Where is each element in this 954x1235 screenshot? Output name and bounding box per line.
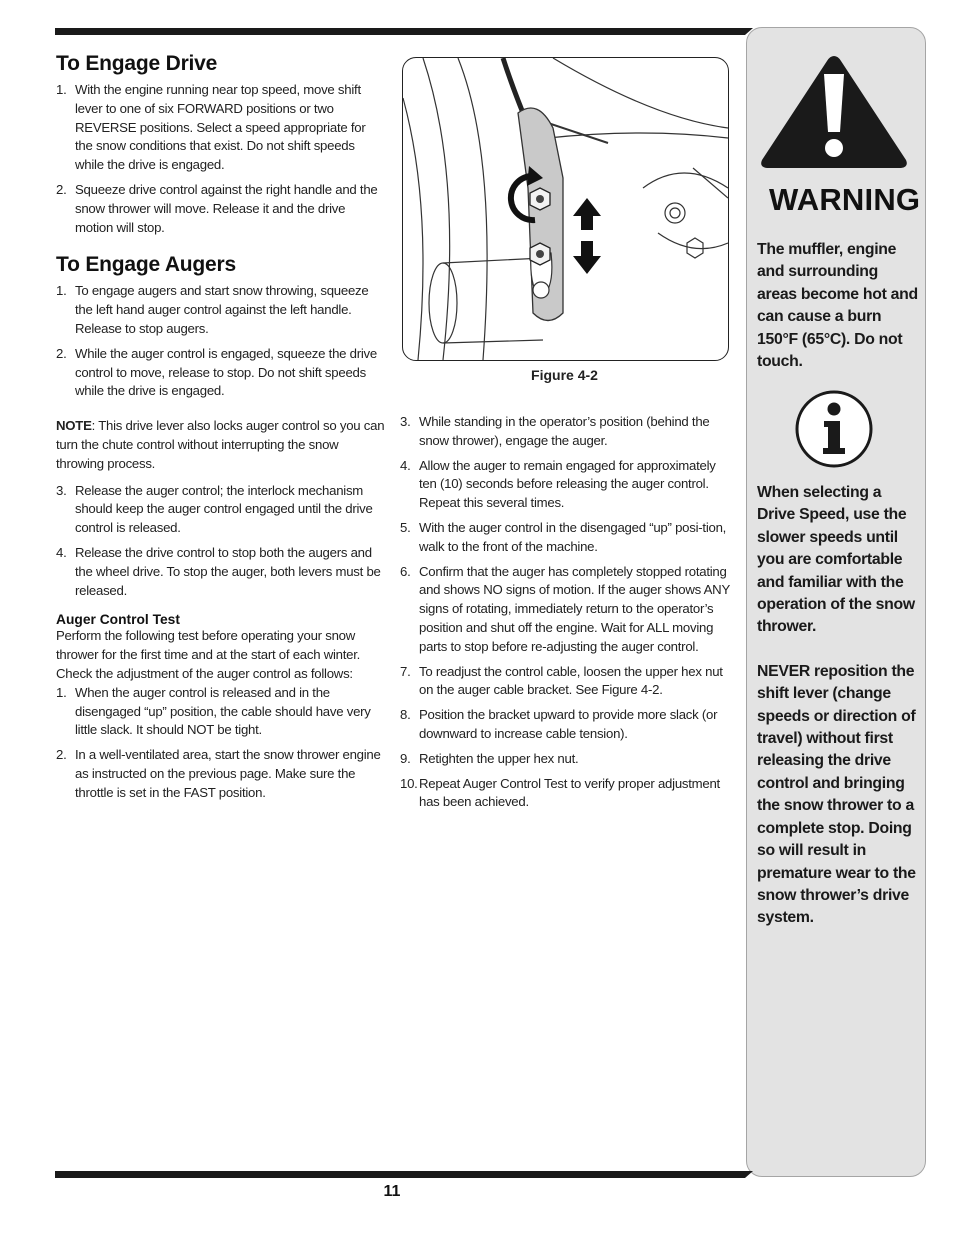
engage-drive-heading: To Engage Drive — [56, 52, 218, 75]
engage-drive-list — [56, 81, 386, 237]
list-item: 2. While the auger control is engaged, squeeze the drive control to move, release to stop. Do not shift speeds while the drive is engaged. — [56, 345, 377, 399]
auger-test-list-continued — [400, 413, 730, 812]
info-text — [757, 482, 921, 930]
list-item: 4. Release the drive control to stop both the augers and the wheel drive. To stop the auger, both levers must be released. — [56, 544, 381, 598]
list-item: 2. In a well-ventilated area, start the snow thrower engine as instructed on the previous page. Make sure the throttle is set in the FAST position. — [56, 747, 381, 800]
list-item: 3. While standing in the operator’s position (behind the snow thrower), engage the auger. — [400, 414, 710, 448]
warning-title: WARNING — [769, 182, 921, 217]
note-paragraph: NOTE: This drive lever also locks auger control so you can turn the chute control without interrupting the snow throwing process. — [56, 418, 385, 471]
list-item: 4. Allow the auger to remain engaged for approximately ten (10) seconds before releasing the auger control. Repeat this several times. — [400, 457, 716, 511]
auger-test-intro: Perform the following test before operating your snow thrower for the first time and at the start of each winter. Check the adjustment of the auger control as follows: — [56, 628, 361, 681]
engage-augers-list-continued — [56, 482, 386, 601]
list-item: 1. With the engine running near top speed, move shift lever to one of six FORWARD positions or two REVERSE positions. Select a speed appropriate for the snow conditions that exist. Do not shift speeds while the drive is engaged. — [56, 82, 366, 173]
figure-caption: Figure 4-2 — [531, 367, 598, 383]
drive-speed-tip: When selecting a Drive Speed, use the slower speeds until you are comfortable and familiar with the operation of the snow thrower. — [757, 484, 915, 636]
list-item: 1. When the auger control is released and in the disengaged “up” position, the cable should have very little slack. It should NOT be tight. — [56, 684, 371, 738]
list-item: 7. To readjust the control cable, loosen the upper hex nut on the auger cable bracket. See Figure 4-2. — [400, 663, 723, 698]
list-item: 5. With the auger control in the disengaged “up” posi-tion, walk to the front of the machine. — [400, 519, 727, 554]
warning-triangle-icon — [758, 52, 910, 170]
shift-lever-caution: NEVER reposition the shift lever (change speeds or direction of travel) without first releasing the drive control and bringing the snow thrower to a complete stop. Doing so will result in premature wear to the snow thrower’s drive system. — [757, 662, 916, 927]
middle-column — [400, 413, 730, 818]
auger-cable-bracket-illustration — [403, 58, 728, 360]
list-item: 2. Squeeze drive control against the right handle and the snow thrower will move. Release it and the drive motion will stop. — [56, 181, 378, 235]
list-item: 3. Release the auger control; the interlock mechanism should keep the auger control engaged until the drive control is released. — [56, 482, 373, 536]
engage-augers-heading: To Engage Augers — [56, 253, 236, 277]
engage-augers-list — [56, 282, 386, 401]
figure-4-2-illustration — [402, 57, 729, 361]
list-item: 10. Repeat Auger Control Test to verify proper adjustment has been achieved. — [400, 775, 720, 810]
list-item: 9. Retighten the upper hex nut. — [400, 750, 579, 766]
left-column — [56, 52, 386, 809]
list-item: 1. To engage augers and start snow throwing, squeeze the left hand auger control against the left handle. Release to stop augers. — [56, 283, 369, 336]
top-rule — [55, 28, 745, 35]
auger-test-heading: Auger Control Test — [56, 612, 180, 628]
list-item: 6. Confirm that the auger has completely stopped rotating and shows NO signs of motion. If the auger shows ANY signs of rotating, immediately return to the operator’s position and shut off the engine. Wait for ALL moving parts to stop before re-adjusting the auger control. — [400, 563, 730, 654]
page-number: 11 — [383, 1183, 401, 1200]
auger-test-list — [56, 684, 386, 803]
warning-text: The muffler, engine and surrounding areas become hot and can cause a burn 150°F (65°C). Do not touch. — [757, 241, 918, 371]
info-icon — [795, 390, 873, 468]
list-item: 8. Position the bracket upward to provide more slack (or downward to increase cable tension). — [400, 707, 718, 741]
bottom-rule — [55, 1171, 745, 1178]
